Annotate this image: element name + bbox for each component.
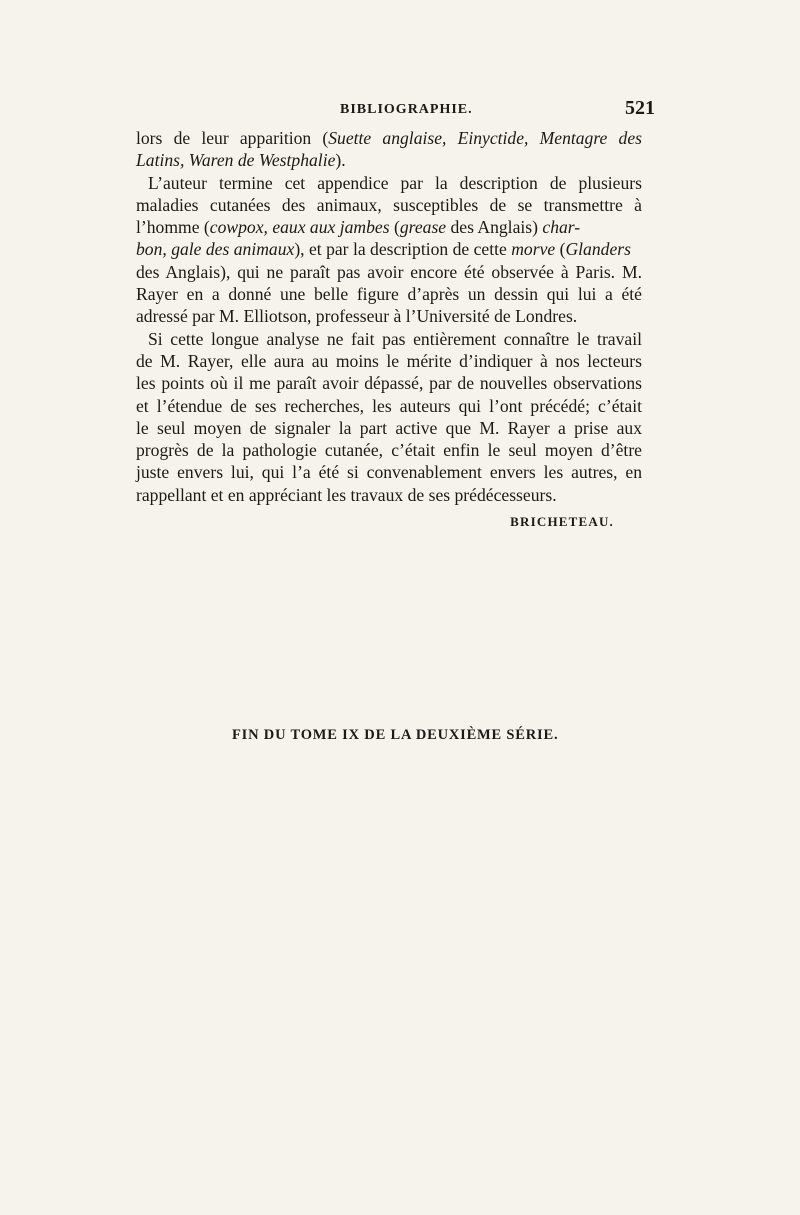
running-head: BIBLIOGRAPHIE. [340, 102, 473, 117]
text-line: maladies cutanées des animaux, susceptibles de se transmettre à [136, 194, 642, 215]
text-line: de M. Rayer, elle aura au moins le mérite d’indiquer à nos lecteurs [136, 350, 642, 371]
text-line: bon, gale des animaux), et par la description de cette morve (Glanders [136, 239, 631, 260]
author-signature: BRICHETEAU. [510, 514, 614, 530]
text-line: les points où il me paraît avoir dépassé, par de nouvelles observations [136, 373, 642, 394]
text-line: et l’étendue de ses recherches, les auteurs qui l’ont précédé; c’était [136, 395, 642, 416]
text-line: progrès de la pathologie cutanée, c’était enfin le seul moyen d’être [136, 440, 642, 461]
text-line: adressé par M. Elliotson, professeur à l’Université de Londres. [136, 306, 578, 327]
text-line: l’homme (cowpox, eaux aux jambes (grease des Anglais) char- [136, 217, 581, 238]
text-line: juste envers lui, qui l’a été si convenablement envers les autres, en [136, 462, 642, 483]
text-line: le seul moyen de signaler la part active que M. Rayer a prise aux [136, 417, 642, 438]
text-line: Si cette longue analyse ne fait pas entièrement connaître le travail [148, 328, 642, 349]
text-line: L’auteur termine cet appendice par la description de plusieurs [148, 172, 642, 193]
text-line: rappellant et en appréciant les travaux de ses prédécesseurs. [136, 484, 557, 505]
signature-line [136, 509, 642, 533]
end-of-volume-note: FIN DU TOME IX DE LA DEUXIÈME SÉRIE. [232, 727, 559, 743]
text-line: Rayer en a donné une belle figure d’après un dessin qui lui a été [136, 284, 642, 305]
text-line: Latins, Waren de Westphalie). [136, 150, 346, 171]
text-line: des Anglais), qui ne paraît pas avoir encore été observée à Paris. M. [136, 261, 642, 282]
body-text [136, 127, 642, 533]
page-number: 521 [625, 97, 655, 119]
text-line: lors de leur apparition (Suette anglaise, Einyctide, Mentagre des [136, 128, 642, 148]
